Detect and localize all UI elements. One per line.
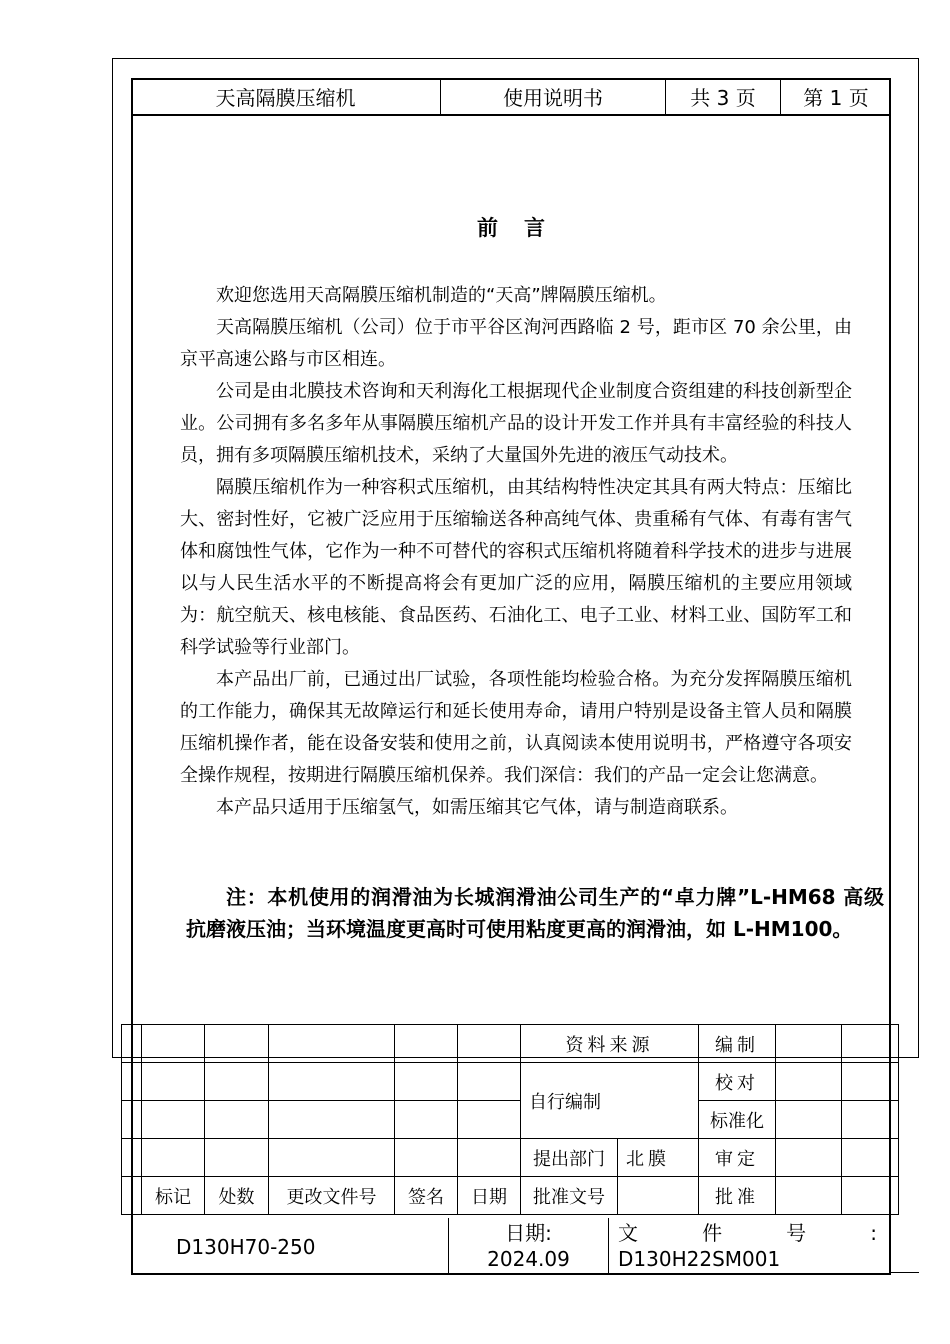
- preface-paragraph: 公司是由北膜技术咨询和天利海化工根据现代企业制度合资组建的科技创新型企业。公司拥有多名多年从事隔膜压缩机产品的设计开发工作并具有丰富经验的科技人员，拥有多项隔膜压缩机技术，采纳了大量国外先进的液压气动技术。: [180, 381, 852, 466]
- role-approve: 批准: [699, 1177, 776, 1215]
- lubricant-note: 注：本机使用的润滑油为长城润滑油公司生产的“卓力牌”L-HM68 高级抗磨液压油；当环境温度更高时可使用粘度更高的润滑油，如 L-HM100。: [186, 885, 884, 941]
- total-pages: 共 3 页: [666, 78, 781, 114]
- document-type: 使用说明书: [441, 78, 666, 114]
- preface-paragraph: 本产品出厂前，已通过出厂试验，各项性能均检验合格。为充分发挥隔膜压缩机的工作能力，确保其无故障运行和延长使用寿命，请用户特别是设备主管人员和隔膜压缩机操作者，能在设备安装和使用之前，认真阅读本使用说明书，严格遵守各项安全操作规程，按期进行隔膜压缩机保养。我们深信：我们的产品一定会让您满意。: [180, 669, 852, 786]
- model-number: D130H70-250: [176, 1234, 316, 1259]
- revision-count-header: 处数: [205, 1177, 269, 1215]
- preface-title: 前言: [477, 216, 571, 240]
- date-label: 日期:: [505, 1221, 552, 1245]
- file-number-value: D130H22SM001: [618, 1247, 781, 1271]
- model-number-cell: [131, 1218, 449, 1275]
- preface-body: [180, 280, 852, 824]
- document-footer: [131, 1218, 891, 1275]
- file-number-cell: [609, 1218, 891, 1275]
- role-review: 审定: [699, 1139, 776, 1177]
- frame-extension-line: [891, 1272, 919, 1273]
- approval-doc-label: 批准文号: [521, 1177, 618, 1215]
- role-proofread: 校对: [699, 1063, 776, 1101]
- product-name: 天高隔膜压缩机: [131, 78, 441, 114]
- revision-mark-header: 标记: [142, 1177, 205, 1215]
- revision-date-header: 日期: [458, 1177, 521, 1215]
- preface-paragraph: 本产品只适用于压缩氢气，如需压缩其它气体，请与制造商联系。: [216, 797, 738, 818]
- preface-paragraph: 天高隔膜压缩机（公司）位于市平谷区洵河西路临 2 号，距市区 70 余公里，由京平高速公路与市区相连。: [180, 317, 852, 370]
- file-number-label: 文 件 号 :: [618, 1221, 877, 1245]
- revision-signature-header: 签名: [395, 1177, 458, 1215]
- role-compile: 编制: [699, 1025, 776, 1063]
- source-label: 资料来源: [521, 1025, 699, 1063]
- preface-paragraph: 欢迎您选用天高隔膜压缩机制造的“天高”牌隔膜压缩机。: [216, 285, 667, 306]
- date-value: 2024.09: [487, 1247, 570, 1271]
- page-number: 第 1 页: [803, 85, 869, 110]
- revision-doc-header: 更改文件号: [269, 1177, 395, 1215]
- role-standardize: 标准化: [699, 1101, 776, 1139]
- signoff-table: [121, 1024, 899, 1215]
- date-cell: [449, 1218, 609, 1275]
- dept-label: 提出部门: [521, 1139, 618, 1177]
- dept-value: 北膜: [618, 1139, 699, 1177]
- title-block-header: [131, 78, 891, 116]
- source-value: 自行编制: [521, 1063, 699, 1139]
- preface-paragraph: 隔膜压缩机作为一种容积式压缩机，由其结构特性决定其具有两大特点：压缩比大、密封性好，它被广泛应用于压缩输送各种高纯气体、贵重稀有气体、有毒有害气体和腐蚀性气体，它作为一种不可替代的容积式压缩机将随着科学技术的进步与进展以与人民生活水平的不断提高将会有更加广泛的应用，隔膜压缩机的主要应用领域为：航空航天、核电核能、食品医药、石油化工、电子工业、材料工业、国防军工和科学试验等行业部门。: [180, 477, 852, 658]
